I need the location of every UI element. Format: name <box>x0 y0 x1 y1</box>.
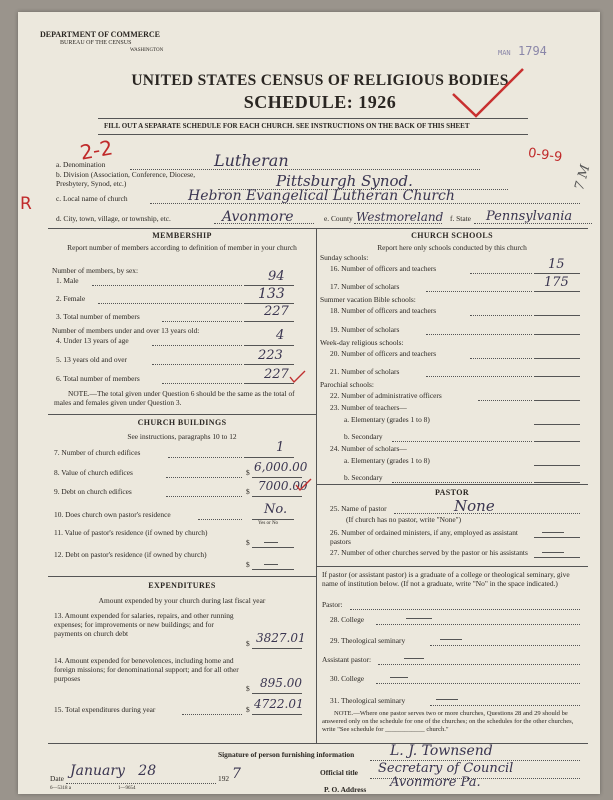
division-label: b. Division (Association, Conference, Diocese, Presbytery, Synod, etc.) <box>56 170 196 188</box>
stamp-number: 1794 <box>518 44 547 58</box>
date-value: January 28 <box>70 763 157 779</box>
census-schedule-sheet <box>18 12 600 794</box>
q17-value: 175 <box>544 275 569 290</box>
q10-label: 10. Does church own pastor's residence <box>54 510 171 519</box>
q6-value: 227 <box>264 367 289 382</box>
schedule-title: SCHEDULE: 1926 <box>243 92 397 112</box>
q27-label: 27. Number of other churches served by the pastor or his assistants <box>330 548 528 557</box>
q20-label: 20. Number of officers and teachers <box>330 349 437 358</box>
q12-dollar: $ <box>246 560 250 569</box>
state-label: f. State <box>450 214 471 223</box>
q24b-label: b. Secondary <box>344 473 383 482</box>
q26-label: 26. Number of ordained ministers, if any, employed as assistant pastors <box>330 528 518 546</box>
q16-label: 16. Number of officers and teachers <box>330 264 437 273</box>
summer-label: Summer vacation Bible schools: <box>320 295 416 304</box>
official-title-label: Official title <box>320 768 358 777</box>
q23a-label: a. Elementary (grades 1 to 8) <box>344 415 430 424</box>
instruction-line: FILL OUT A SEPARATE SCHEDULE FOR EACH CHURCH. SEE INSTRUCTIONS ON THE BACK OF THIS SHEET <box>104 122 470 130</box>
city-label: WASHINGTON <box>130 48 164 53</box>
q23b-label: b. Secondary <box>344 432 383 441</box>
q5-value: 223 <box>258 348 283 363</box>
q4-value: 4 <box>276 328 285 343</box>
q15-value: 4722.01 <box>254 697 304 711</box>
red-check-q9 <box>294 478 314 492</box>
red-mark-right: 0-9-9 <box>527 145 564 166</box>
assistant-label: Assistant pastor: <box>322 655 372 664</box>
q25-note: (If church has no pastor, write "None") <box>346 515 462 524</box>
q24a-label: a. Elementary (grades 1 to 8) <box>344 456 430 465</box>
q22-label: 22. Number of administrative officers <box>330 391 442 400</box>
schools-heading: CHURCH SCHOOLS <box>411 231 493 240</box>
year-prefix: 192 <box>218 774 230 783</box>
official-title-value: Secretary of Council <box>378 761 514 776</box>
local-name-value: Hebron Evangelical Lutheran Church <box>188 188 455 204</box>
q21-label: 21. Number of scholars <box>330 367 400 376</box>
q10-value: No. <box>264 502 288 517</box>
q8-dollar: $ <box>246 468 250 477</box>
q11-label: 11. Value of pastor's residence (if owned by church) <box>54 528 208 537</box>
q18-label: 18. Number of officers and teachers <box>330 306 437 315</box>
membership-note: NOTE.—The total given under Question 6 should be the same as the total of males and females given under Question 3. <box>54 389 295 407</box>
q14-dollar: $ <box>246 684 250 693</box>
q16-value: 15 <box>548 257 565 272</box>
q25-value: None <box>454 497 495 515</box>
form-title: UNITED STATES CENSUS OF RELIGIOUS BODIES <box>131 72 509 89</box>
q24-label: 24. Number of scholars— <box>330 444 407 453</box>
q14-label: 14. Amount expended for benevolences, including home and foreign missions; for denominational support; and for all other purposes <box>54 656 239 683</box>
form-code: 6—5318 a <box>50 786 71 791</box>
q7-label: 7. Number of church edifices <box>54 448 141 457</box>
address-value: Avonmore Pa. <box>390 775 481 790</box>
county-label: e. County <box>324 214 353 223</box>
q7-value: 1 <box>276 440 285 455</box>
q31-label: 31. Theological seminary <box>330 696 406 705</box>
expenditures-intro: Amount expended by your church during last fiscal year <box>98 596 266 605</box>
expenditures-heading: EXPENDITURES <box>148 581 216 590</box>
city-label-field: d. City, town, village, or township, etc. <box>56 214 171 223</box>
pastor-note: NOTE.—Where one pastor serves two or more churches, Questions 28 and 29 should be answered only on the schedule for one of the churches; on the schedules for the other churches, write "See schedule for ____________ church." <box>322 710 574 733</box>
q12-label: 12. Debt on pastor's residence (if owned by church) <box>54 550 207 559</box>
q5-label: 5. 13 years old and over <box>56 355 128 364</box>
address-label: P. O. Address <box>324 785 367 794</box>
pastor-label: Pastor: <box>322 600 343 609</box>
red-mark-r: R <box>20 194 32 214</box>
q19-label: 19. Number of scholars <box>330 325 400 334</box>
year-value: 7 <box>232 766 241 782</box>
department-label: DEPARTMENT OF COMMERCE <box>40 30 161 39</box>
q13-label: 13. Amount expended for salaries, repairs, and other running expenses; for improvements or new buildings; and for payments on church debt <box>54 611 234 638</box>
county-value: Westmoreland <box>356 210 444 224</box>
q1-label: 1. Male <box>56 276 79 285</box>
q4-label: 4. Under 13 years of age <box>56 336 129 345</box>
parochial-label: Parochial schools: <box>320 380 374 389</box>
sunday-label: Sunday schools: <box>320 253 369 262</box>
q28-label: 28. College <box>330 615 365 624</box>
pastor-heading: PASTOR <box>434 488 470 497</box>
weekday-label: Week-day religious schools: <box>320 338 404 347</box>
signature-label: Signature of person furnishing information <box>218 750 355 759</box>
signature-value: L. J. Townsend <box>390 743 493 759</box>
red-check-mark <box>448 64 528 124</box>
yes-no-hint: Yes or No <box>258 521 279 526</box>
q11-dollar: $ <box>246 538 250 547</box>
q9-value: 7000.00 <box>258 479 308 493</box>
stamp-prefix: MAN <box>498 49 511 57</box>
q9-label: 9. Debt on church edifices <box>54 487 132 496</box>
city-value: Avonmore <box>222 209 294 225</box>
date-label: Date <box>50 774 64 783</box>
q17-label: 17. Number of scholars <box>330 282 400 291</box>
q8-value: 6,000.00 <box>254 460 308 474</box>
q13-value: 3827.01 <box>256 631 306 645</box>
bureau-label: BUREAU OF THE CENSUS <box>60 40 132 46</box>
membership-intro: Report number of members according to definition of member in your church <box>67 243 297 252</box>
q9-dollar: $ <box>246 487 250 496</box>
q2-label: 2. Female <box>56 294 86 303</box>
graduate-intro: If pastor (or assistant pastor) is a graduate of a college or theological seminary, give name of institution below. (If not a graduate, write "No" in the space indicated.) <box>322 570 570 588</box>
age-intro: Number of members under and over 13 years old: <box>52 326 200 335</box>
q23-label: 23. Number of teachers— <box>330 403 407 412</box>
denomination-label: a. Denomination <box>56 160 106 169</box>
red-check-q6 <box>288 370 308 384</box>
membership-heading: MEMBERSHIP <box>152 231 212 240</box>
buildings-heading: CHURCH BUILDINGS <box>137 418 227 427</box>
local-name-label: c. Local name of church <box>56 194 128 203</box>
denomination-value: Lutheran <box>214 151 289 170</box>
state-value: Pennsylvania <box>486 209 573 224</box>
q6-label: 6. Total number of members <box>56 374 140 383</box>
q25-label: 25. Name of pastor <box>330 504 387 513</box>
q13-dollar: $ <box>246 639 250 648</box>
q14-value: 895.00 <box>260 676 302 690</box>
schools-intro: Report here only schools conducted by this church <box>377 243 527 252</box>
q3-value: 227 <box>264 304 289 319</box>
q1-value: 94 <box>268 269 285 284</box>
q29-label: 29. Theological seminary <box>330 636 406 645</box>
division-value: Pittsburgh Synod. <box>276 172 413 190</box>
q30-label: 30. College <box>330 674 365 683</box>
form-code-2: 1—9654 <box>118 786 136 791</box>
red-mark-top: 2-2 <box>78 135 115 165</box>
q2-value: 133 <box>258 286 285 302</box>
q15-label: 15. Total expenditures during year <box>54 705 156 714</box>
q15-dollar: $ <box>246 705 250 714</box>
q8-label: 8. Value of church edifices <box>54 468 133 477</box>
by-sex-label: Number of members, by sex: <box>52 266 138 275</box>
q3-label: 3. Total number of members <box>56 312 140 321</box>
buildings-instructions: See instructions, paragraphs 10 to 12 <box>127 432 237 441</box>
pencil-mark: 7 M <box>572 163 594 192</box>
